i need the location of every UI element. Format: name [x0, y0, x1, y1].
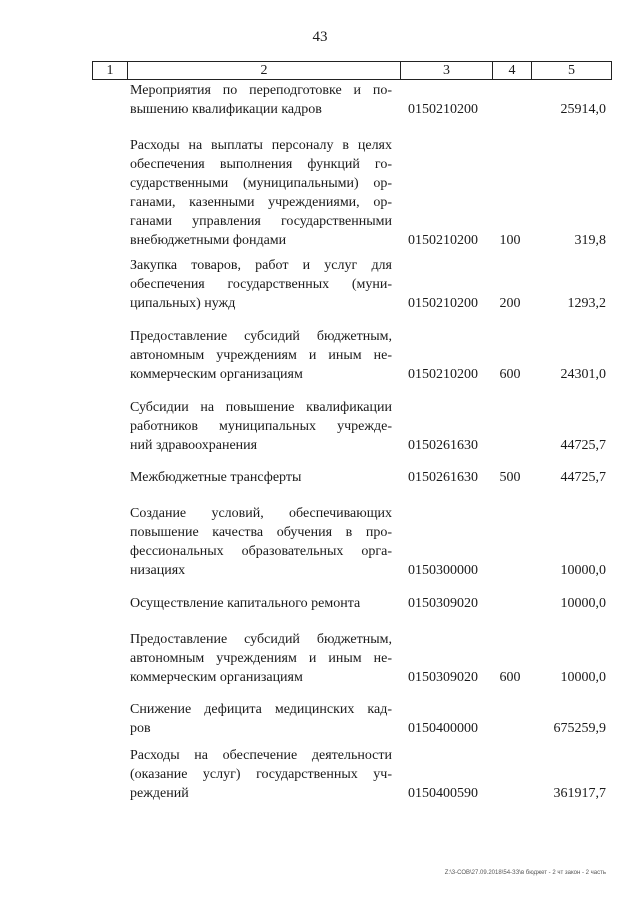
row-amount: 10000,0 [560, 670, 606, 685]
header-col-3: 3 [401, 62, 493, 79]
description-line: ганами управления государственными [130, 214, 392, 229]
description-line: повышение качества обучения в про- [130, 525, 392, 540]
description-line: обеспечения государственных (муни- [130, 277, 392, 292]
row-amount: 361917,7 [553, 786, 606, 801]
row-code: 0150261630 [408, 438, 478, 453]
description-line: Межбюджетные трансферты [130, 470, 302, 485]
header-col-5: 5 [568, 63, 575, 78]
row-description [130, 136, 392, 250]
row-description [130, 594, 392, 613]
footer-file-path: Z:\3-СОВ\27.09.2018\54-ЗЗ\в бюджет - 2 чт закон - 2 часть [444, 870, 606, 876]
row-expense-type: 200 [499, 296, 521, 311]
row-expense-type: 600 [499, 670, 521, 685]
row-description [130, 700, 392, 738]
row-description [130, 468, 392, 487]
row-code: 0150261630 [408, 470, 478, 485]
description-line: реждений [130, 786, 189, 801]
description-line: Предоставление субсидий бюджетным, [130, 632, 392, 647]
row-description [130, 327, 392, 384]
row-description [130, 81, 392, 119]
description-line: сударственными (муниципальными) ор- [130, 176, 392, 191]
description-line: Снижение дефицита медицинских кад- [130, 702, 392, 717]
description-line: Субсидии на повышение квалификации [130, 400, 392, 415]
description-line: Расходы на обеспечение деятельности [130, 748, 392, 763]
description-line: (оказание услуг) государственных уч- [130, 767, 392, 782]
page-number: 43 [312, 29, 328, 45]
description-line: Предоставление субсидий бюджетным, [130, 329, 392, 344]
description-line: внебюджетными фондами [130, 233, 287, 248]
description-line: коммерческим организациям [130, 367, 303, 382]
row-description [130, 746, 392, 803]
description-line: Расходы на выплаты персоналу в целях [130, 138, 392, 153]
description-line: ципальных) нужд [130, 296, 236, 311]
row-amount: 10000,0 [560, 563, 606, 578]
row-amount: 1293,2 [567, 296, 606, 311]
row-amount: 675259,9 [553, 721, 606, 736]
row-amount: 44725,7 [560, 470, 606, 485]
header-col-2: 2 [128, 62, 401, 79]
row-code: 0150210200 [408, 296, 478, 311]
description-line: автономным учреждениям и иным не- [130, 348, 392, 363]
row-description [130, 256, 392, 313]
row-code: 0150300000 [408, 563, 478, 578]
row-code: 0150210200 [408, 102, 478, 117]
row-code: 0150210200 [408, 233, 478, 248]
header-col-1: 1 [93, 62, 128, 79]
row-code: 0150400000 [408, 721, 478, 736]
row-amount: 44725,7 [560, 438, 606, 453]
header-col-4: 4 [493, 62, 532, 79]
column-header-row [92, 61, 612, 80]
row-description [130, 504, 392, 580]
description-line: низациях [130, 563, 186, 578]
description-line: коммерческим организациям [130, 670, 303, 685]
row-amount: 10000,0 [560, 596, 606, 611]
row-code: 0150309020 [408, 596, 478, 611]
description-line: работников муниципальных учрежде- [130, 419, 392, 434]
row-description [130, 630, 392, 687]
description-line: ганами, казенными учреждениями, ор- [130, 195, 392, 210]
row-code: 0150210200 [408, 367, 478, 382]
description-line: ров [130, 721, 151, 736]
description-line: вышению квалификации кадров [130, 102, 322, 117]
description-line: Мероприятия по переподготовке и по- [130, 83, 392, 98]
row-expense-type: 100 [499, 233, 521, 248]
row-code: 0150309020 [408, 670, 478, 685]
row-amount: 24301,0 [560, 367, 606, 382]
row-expense-type: 500 [499, 470, 521, 485]
description-line: Осуществление капитального ремонта [130, 596, 361, 611]
description-line: фессиональных образовательных орга- [130, 544, 392, 559]
description-line: автономным учреждениям и иным не- [130, 651, 392, 666]
row-amount: 319,8 [574, 233, 606, 248]
row-code: 0150400590 [408, 786, 478, 801]
description-line: обеспечения выполнения функций го- [130, 157, 392, 172]
description-line: Создание условий, обеспечивающих [130, 506, 392, 521]
row-expense-type: 600 [499, 367, 521, 382]
description-line: ний здравоохранения [130, 438, 258, 453]
description-line: Закупка товаров, работ и услуг для [130, 258, 392, 273]
row-description [130, 398, 392, 455]
row-amount: 25914,0 [560, 102, 606, 117]
